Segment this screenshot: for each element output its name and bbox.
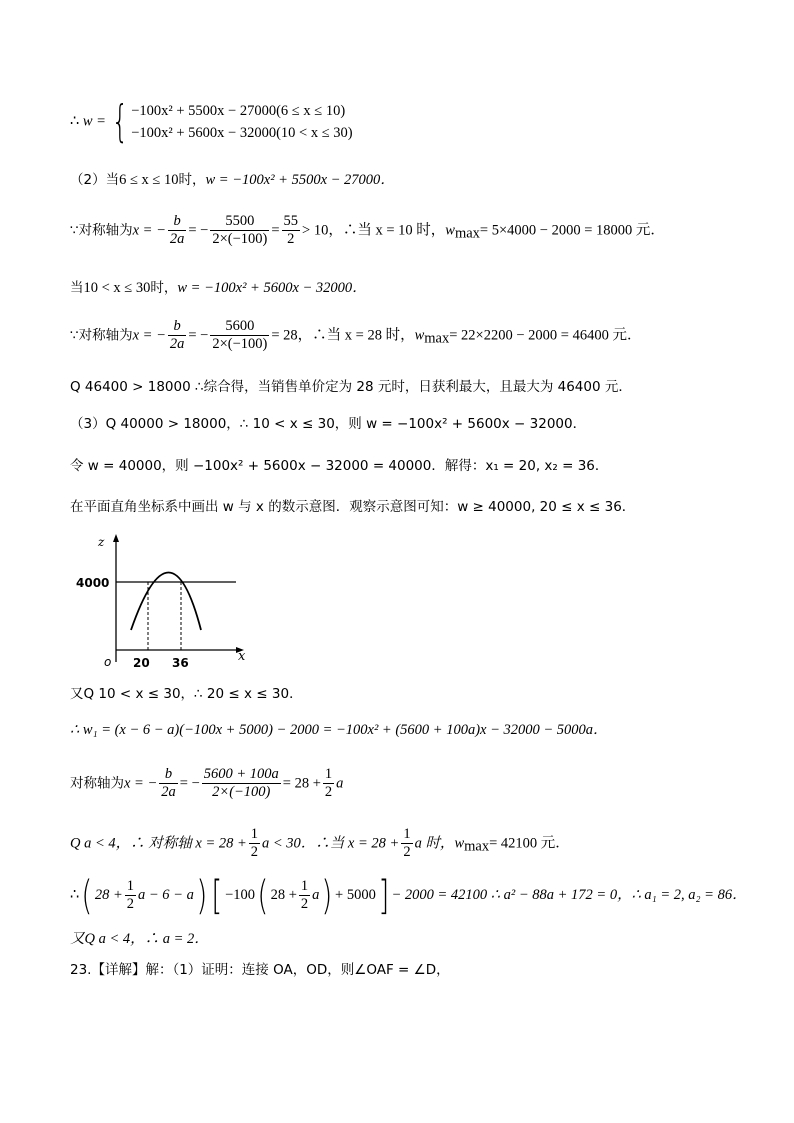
fraction [210,318,269,353]
x-eq: x = − [132,222,166,239]
fraction [282,213,301,248]
final-answer-line: 又Q a < 4，∴ a = 2． [70,931,209,947]
axis-prefix: 对称轴为 [70,775,124,792]
max-part-d: = 42100 元． [489,835,570,852]
frac-num: 1 [324,766,333,782]
eq: = − [179,775,200,792]
left-brace: { [111,96,128,147]
cond-equation: w = −100x² + 5600x − 32000． [177,280,367,296]
frac-num: 55 [283,213,299,229]
paren-open-2: ( [257,872,269,919]
graph-intro-line: 在平面直角坐标系中画出 w 与 x 的数示意图．观察示意图可知：w ≥ 40000, 20 ≤ x ≤ 36． [70,499,636,515]
therefore-symbol: ∴ [70,887,80,903]
cases [131,100,352,144]
max-part-b: a < 30．∴当 x = 28 + [262,835,400,852]
fraction [401,826,412,861]
range-line: 又Q 10 < x ≤ 30，∴ 20 ≤ x ≤ 30． [70,686,303,702]
frac-num: 5600 + 100a [203,766,279,782]
cond-prefix: 当 [70,280,84,296]
equation-line [70,872,747,919]
part-2-prefix: （2）当 [70,172,120,188]
eq: = − [188,222,209,239]
parabola-graph [76,530,256,675]
frac-num: b [168,213,187,231]
eq-part-h: − 2000 = 42100 ∴ a² − 88a + 172 = 0，∴ a₁ = 2, a₂ = 86． [391,887,747,903]
frac-den: 2a [161,784,176,800]
eq-part-f: a [312,887,320,903]
y-axis-arrow [113,534,119,542]
frac-num: b [159,766,178,784]
max-line [70,826,570,861]
x-axis-label: x [238,649,246,664]
frac-den: 2 [126,896,135,912]
conclusion-line: Q 46400 > 18000 ∴综合得，当销售单价定为 28 元时，日获利最大，且最大为 46400 元． [70,379,632,395]
x2-label: 36 [172,656,189,670]
solve-line: 令 w = 40000，则 −100x² + 5600x − 32000 = 40000．解得：x₁ = 20, x₂ = 36． [70,458,609,474]
x1-label: 20 [133,656,150,670]
max-subscript: max [464,838,490,855]
eq: = [271,222,280,239]
x-eq: x = − [132,327,166,344]
frac-den: 2×(−100) [212,231,268,247]
fraction [202,766,281,801]
w1-expression: ∴ w₁ = (x − 6 − a)(−100x + 5000) − 2000 = −100x² + (5600 + 100a)x − 32000 − 5000a． [70,722,608,738]
fraction [159,766,178,801]
fraction [299,878,310,913]
case-2: −100x² + 5600x − 32000(10 < x ≤ 30) [131,125,353,141]
axis-line-2 [70,318,641,353]
w-symbol: w [414,327,425,344]
max-part-c: a 时， [414,835,455,852]
y-value-label: 4000 [76,576,110,590]
bracket-close: ] [378,872,390,919]
y-axis-label: z [98,535,105,549]
frac-num: 1 [126,878,135,894]
max-subscript: max [424,330,450,347]
frac-num: 5500 [210,213,269,231]
frac-den: 2 [300,896,309,912]
piecewise-definition [70,96,353,147]
w-symbol: w [445,222,455,239]
axis-tail: a [336,775,344,792]
cond-range: 10 < x ≤ 30 [83,280,151,296]
eq-part-d: −100 [225,887,255,903]
parabola-curve [131,573,201,631]
frac-den: 2 [403,844,411,860]
fraction [323,766,334,801]
bracket-open: [ [211,872,223,919]
frac-den: 2a [169,336,185,352]
paren-open: ( [81,872,93,919]
frac-den: 2×(−100) [212,784,271,800]
part-2-line [70,170,395,190]
frac-den: 2a [169,231,185,247]
part-2-mid: 时， [178,172,206,188]
axis-tail: > 10，∴当 x = 10 时， [302,222,446,239]
fraction [168,318,187,353]
eq-part-g: + 5000 [335,887,376,903]
frac-den: 2 [250,844,259,860]
eq: = 28 + [282,775,321,792]
therefore-symbol: ∴ [70,113,80,130]
origin-label: o [104,655,112,669]
paren-close-2: ) [321,872,333,919]
part-2-equation: w = −100x² + 5500x − 27000． [205,172,395,188]
part-3-line: （3）Q 40000 > 18000，∴ 10 < x ≤ 30，则 w = −100x² + 5600x − 32000． [70,416,587,432]
fraction [210,213,269,248]
x-eq: x = − [124,775,158,792]
axis-line-1 [70,213,665,248]
frac-num: 5600 [210,318,269,336]
max-subscript: max [454,225,480,242]
w-label: w = [82,113,106,130]
w-symbol: w [454,835,465,852]
fraction [249,826,260,861]
axis-result: = 22×2200 − 2000 = 46400 元． [449,327,642,344]
max-part-a: Q a < 4，∴ 对称轴 x = 28 + [70,835,247,852]
case-1: −100x² + 5500x − 27000(6 ≤ x ≤ 10) [131,103,346,119]
frac-num: 1 [403,826,411,842]
frac-num: b [168,318,187,336]
fraction [125,878,136,913]
frac-den: 2×(−100) [212,336,268,352]
frac-num: 1 [250,826,259,842]
condition-line [70,278,367,298]
axis-line-3 [70,766,343,801]
cond-mid: 时， [150,280,178,296]
fraction [168,213,187,248]
paren-close: ) [196,872,208,919]
axis-prefix: ∵对称轴为 [70,327,133,344]
eq-part-c: a − 6 − a [138,887,194,903]
problem-23-line: 23.【详解】解：（1）证明：连接 OA，OD，则∠OAF = ∠D， [70,962,450,978]
part-2-condition: 6 ≤ x ≤ 10 [119,172,179,188]
eq-part-b: 28 + [94,887,123,903]
axis-result: = 5×4000 − 2000 = 18000 元． [479,222,665,239]
eq: = − [188,327,209,344]
frac-den: 2 [287,231,295,247]
axis-prefix: ∵对称轴为 [70,222,133,239]
frac-den: 2 [324,784,333,800]
axis-tail: = 28，∴当 x = 28 时， [271,327,415,344]
frac-num: 1 [300,878,309,894]
eq-part-e: 28 + [270,887,297,903]
